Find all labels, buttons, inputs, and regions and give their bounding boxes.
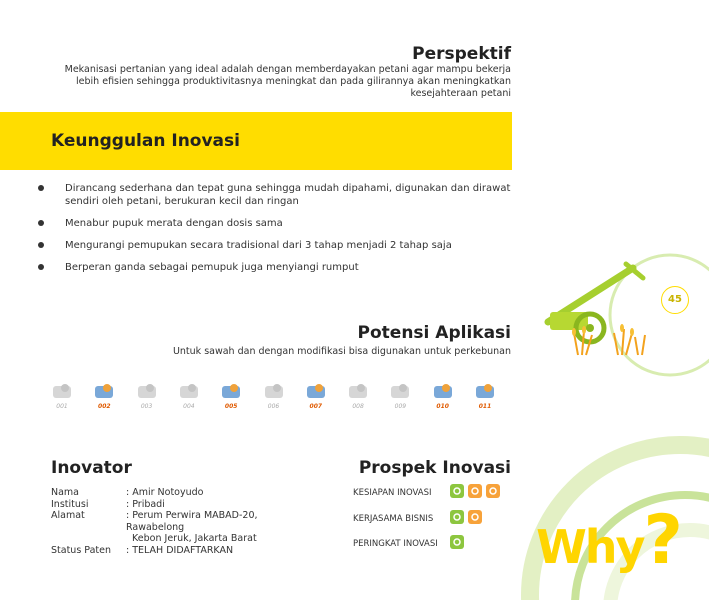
bullet-icon	[38, 264, 44, 270]
list-item: Menabur pupuk merata dengan dosis sama	[37, 217, 512, 230]
potensi-title: Potensi Aplikasi	[357, 323, 511, 343]
house-icon	[260, 381, 288, 410]
inovator-row: Status Paten : TELAH DIDAFTARKAN	[51, 544, 234, 556]
why-tagline: Why?	[536, 501, 681, 580]
orange-rating-icon	[468, 484, 482, 498]
application-number: 003	[140, 403, 153, 410]
application-number: 002	[98, 403, 111, 410]
inovator-row: Alamat : Perum Perwira MABAD-20, Rawabelong	[51, 510, 258, 533]
fertilizer-machine-illustration	[538, 260, 658, 360]
perspektif-title: Perspektif	[412, 44, 511, 64]
bullet-icon	[38, 220, 44, 226]
keunggulan-title: Keunggulan Inovasi	[51, 131, 240, 151]
inovator-row: Institusi : Pribadi	[51, 498, 165, 510]
bullet-icon	[38, 242, 44, 248]
application-number: 011	[478, 403, 492, 410]
inovator-row: Kebon Jeruk, Jakarta Barat	[126, 533, 257, 544]
application-number: 009	[394, 403, 407, 410]
list-item: Berperan ganda sebagai pemupuk juga menyiangi rumput	[37, 261, 512, 274]
application-icon-strip	[48, 381, 514, 415]
prospek-badges-kesiapan	[450, 484, 500, 498]
application-number: 004	[183, 403, 195, 410]
green-rating-icon	[450, 535, 464, 549]
list-item: Dirancang sederhana dan tepat guna sehingga mudah dipahami, digunakan dan dirawat sendiri oleh petani, berukuran kecil dan ringan	[37, 182, 512, 208]
field-icon	[302, 381, 330, 410]
building-icon	[133, 381, 161, 410]
tools-icon	[344, 381, 372, 410]
prospek-title: Prospek Inovasi	[358, 458, 511, 478]
orange-rating-icon	[486, 484, 500, 498]
gears-icon	[90, 381, 118, 410]
green-rating-icon	[450, 510, 464, 524]
page-number: 45	[661, 286, 689, 314]
hand-icon	[386, 381, 414, 410]
green-rating-icon	[450, 484, 464, 498]
recycle-icon	[429, 381, 457, 410]
list-item: Mengurangi pemupukan secara tradisional dari 3 tahap menjadi 2 tahap saja	[37, 239, 512, 252]
application-number: 010	[436, 403, 449, 410]
prospek-label-kerjasama: KERJASAMA BISNIS	[353, 514, 434, 524]
potensi-body: Untuk sawah dan dengan modifikasi bisa digunakan untuk perkebunan	[172, 346, 511, 357]
inovator-title: Inovator	[51, 458, 132, 478]
bullet-icon	[38, 185, 44, 191]
keunggulan-list	[37, 182, 512, 283]
application-number: 007	[309, 403, 323, 410]
factory-icon	[48, 381, 76, 410]
sprout-icon	[217, 381, 245, 410]
satellite-icon	[175, 381, 203, 410]
inovator-row: Nama : Amir Notoyudo	[51, 487, 204, 498]
application-number: 008	[352, 403, 364, 410]
prospek-label-peringkat: PERINGKAT INOVASI	[353, 539, 438, 549]
prospek-badges-peringkat	[450, 535, 464, 549]
prospek-label-kesiapan: KESIAPAN INOVASI	[353, 488, 432, 498]
application-number: 005	[224, 403, 238, 410]
application-number: 006	[267, 403, 280, 410]
inovator-details	[51, 487, 316, 556]
orange-rating-icon	[468, 510, 482, 524]
perspektif-body: Mekanisasi pertanian yang ideal adalah dengan memberdayakan petani agar mampu bekerja lebih efisien sehingga produktivitasnya meningkat dan pada gilirannya akan meningkatkan kesejahteraan petani	[64, 64, 511, 99]
people-icon	[471, 381, 499, 410]
application-number: 001	[56, 403, 68, 410]
prospek-badges-kerjasama	[450, 510, 482, 524]
